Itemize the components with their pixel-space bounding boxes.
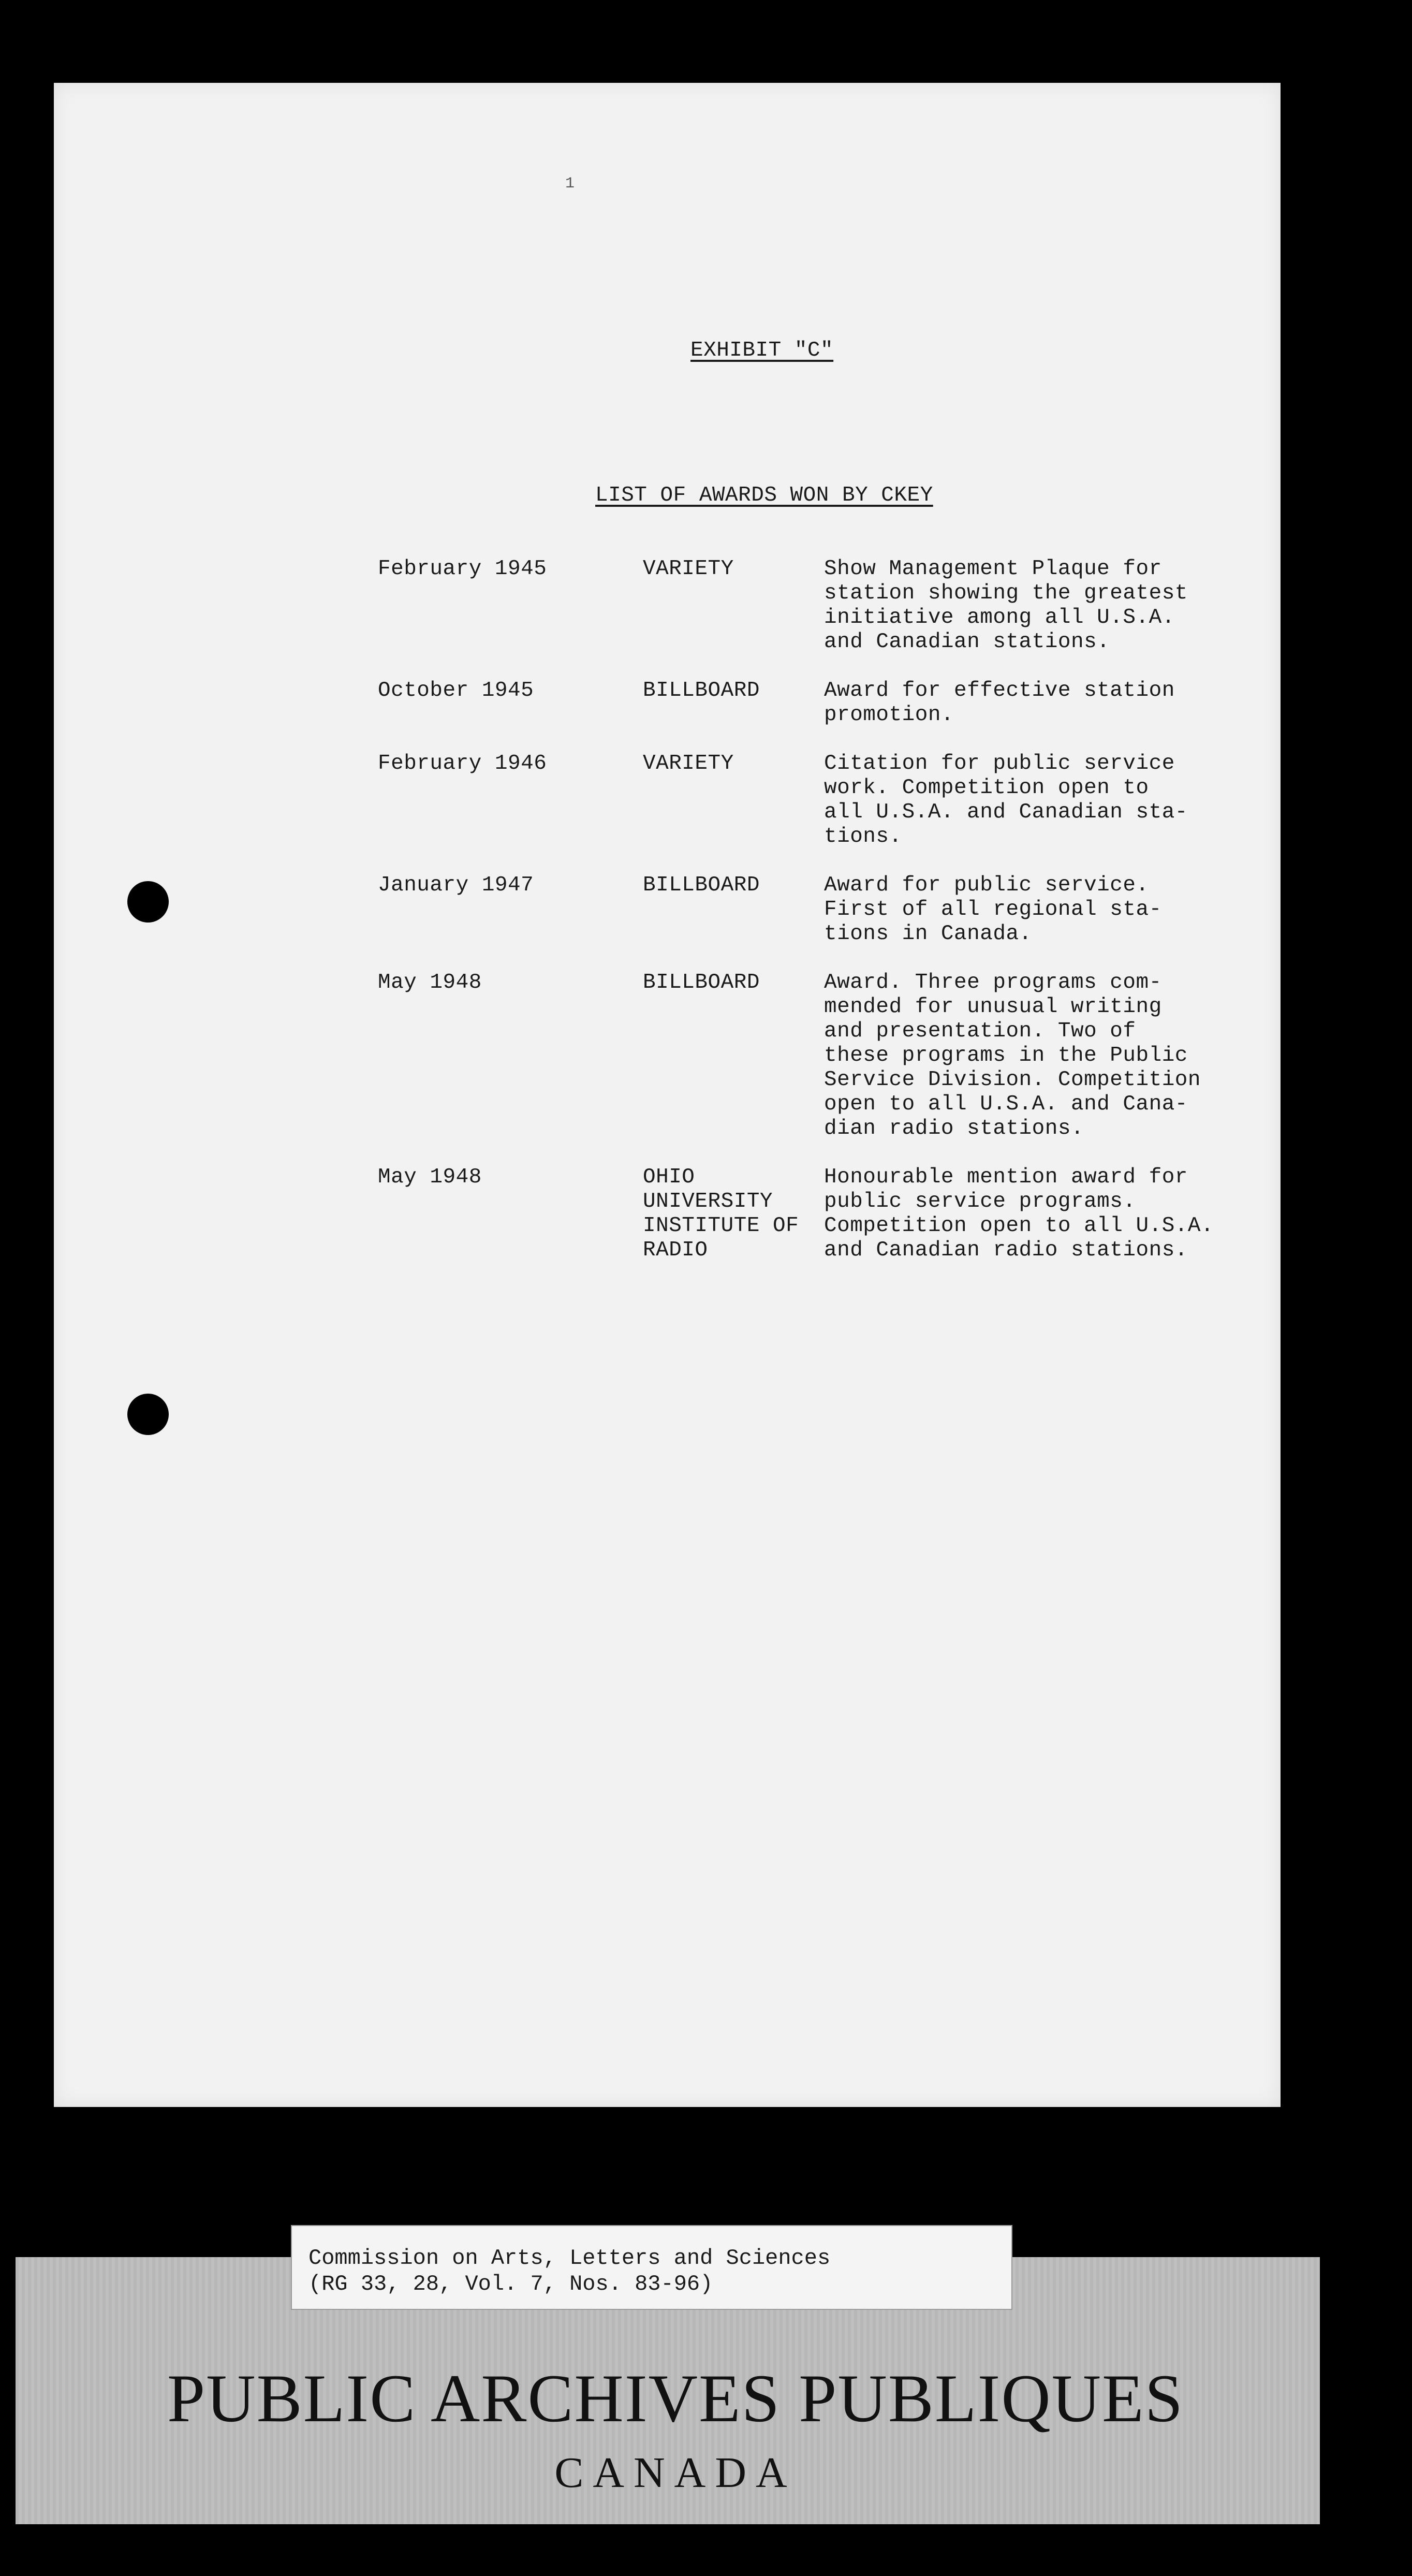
award-description: Citation for public service work. Competition open to all U.S.A. and Canadian sta- tions. xyxy=(824,752,1188,848)
archives-subheading: CANADA xyxy=(554,2449,797,2497)
archive-collection-name: Commission on Arts, Letters and Sciences xyxy=(308,2246,831,2271)
list-title: LIST OF AWARDS WON BY CKEY xyxy=(595,484,933,507)
award-row xyxy=(378,557,1247,654)
award-description: Honourable mention award for public service programs. Competition open to all U.S.A. and Canadian radio stations. xyxy=(824,1165,1214,1262)
award-date: May 1948 xyxy=(378,1165,482,1189)
award-source: BILLBOARD xyxy=(643,873,760,897)
award-source: VARIETY xyxy=(643,752,734,775)
punch-hole xyxy=(127,881,169,923)
award-date: January 1947 xyxy=(378,873,534,897)
award-source: OHIO UNIVERSITY INSTITUTE OF RADIO xyxy=(643,1165,799,1262)
award-date: February 1945 xyxy=(378,557,547,581)
award-date: May 1948 xyxy=(378,971,482,994)
award-date: October 1945 xyxy=(378,679,534,702)
award-description: Award for effective station promotion. xyxy=(824,679,1175,727)
award-row xyxy=(378,679,1247,727)
award-row xyxy=(378,752,1247,849)
exhibit-title: EXHIBIT "C" xyxy=(690,339,834,362)
award-source: BILLBOARD xyxy=(643,971,760,994)
page-mark: 1 xyxy=(565,175,575,193)
award-source: VARIETY xyxy=(643,557,734,581)
punch-hole xyxy=(127,1394,169,1435)
award-description: Award. Three programs com- mended for unusual writing and presentation. Two of these programs in the Public Service Division. Competition open to all U.S.A. and Cana- dian radio stations. xyxy=(824,971,1201,1140)
award-description: Show Management Plaque for station showing the greatest initiative among all U.S.A. and Canadian stations. xyxy=(824,557,1188,654)
award-date: February 1946 xyxy=(378,752,547,775)
award-row xyxy=(378,1165,1247,1263)
award-row xyxy=(378,971,1247,1141)
archives-heading: PUBLIC ARCHIVES PUBLIQUES xyxy=(167,2360,1184,2436)
award-description: Award for public service. First of all regional sta- tions in Canada. xyxy=(824,873,1162,946)
award-row xyxy=(378,873,1247,946)
archive-reference-number: (RG 33, 28, Vol. 7, Nos. 83-96) xyxy=(308,2272,713,2296)
award-source: BILLBOARD xyxy=(643,679,760,702)
awards-list xyxy=(378,557,1247,1263)
